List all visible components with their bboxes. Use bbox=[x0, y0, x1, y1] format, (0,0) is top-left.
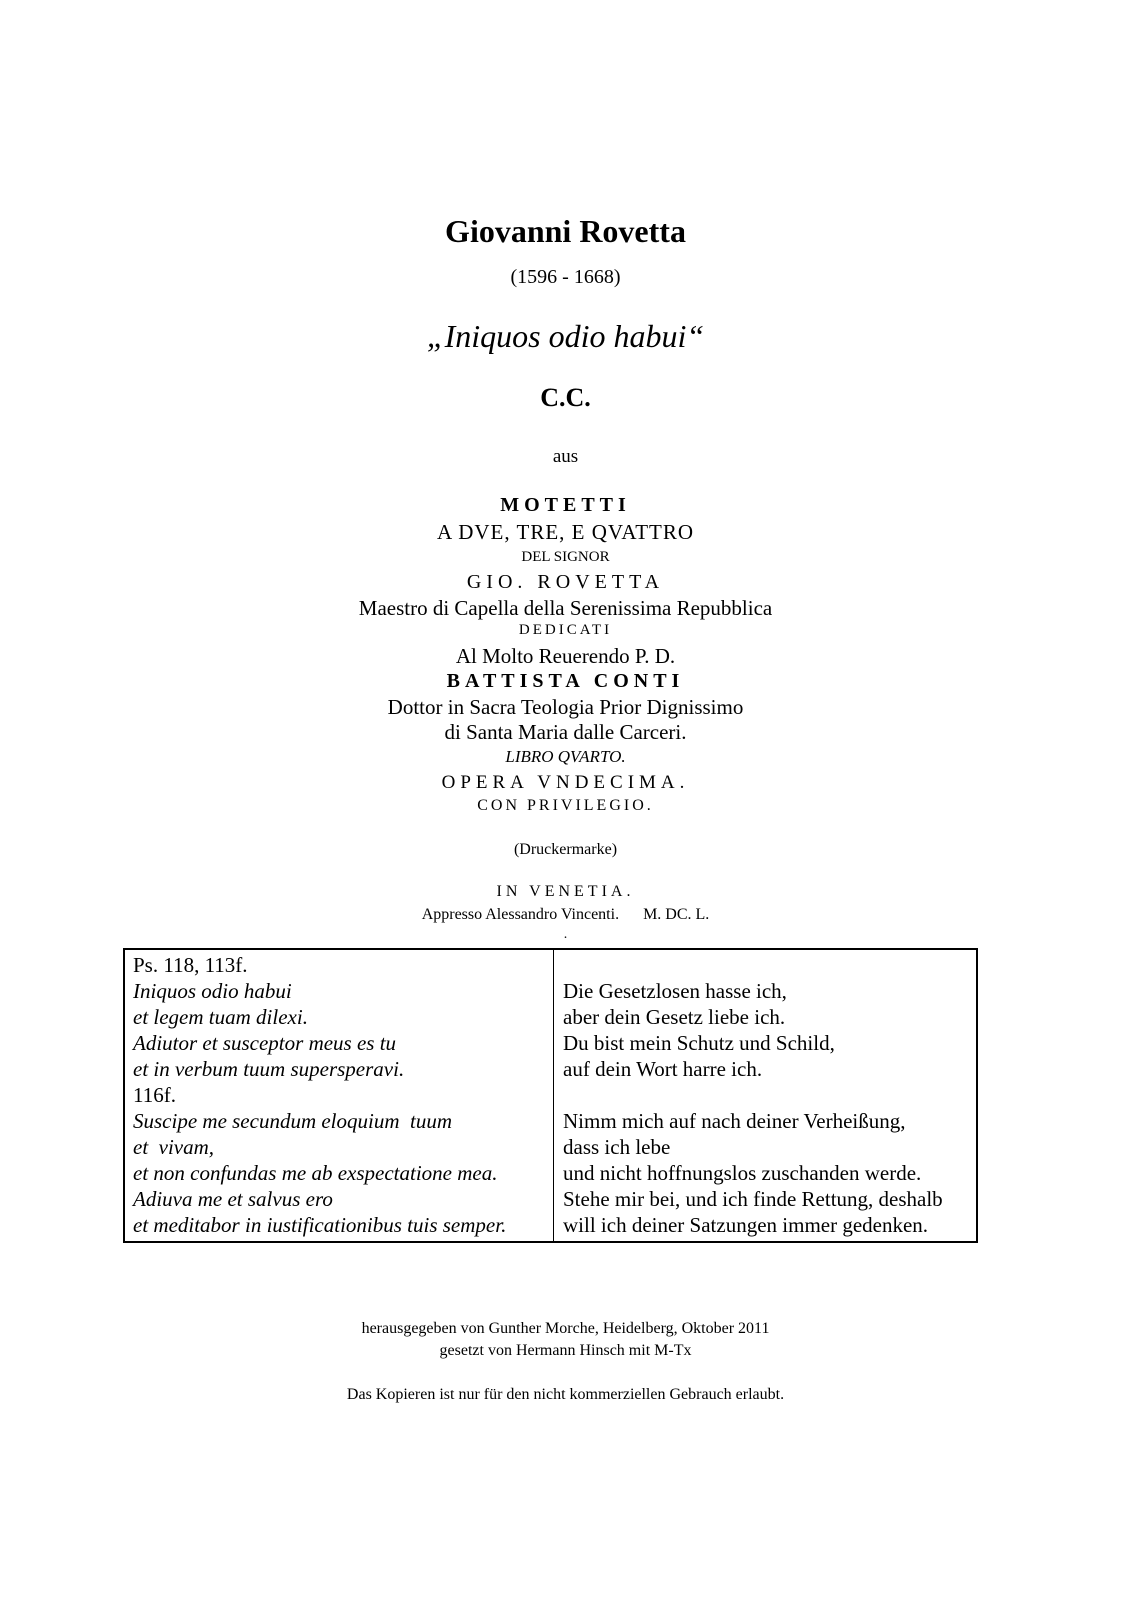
latin-line: Adiutor et susceptor meus es tu bbox=[133, 1031, 397, 1055]
german-line: will ich deiner Satzungen immer gedenken. bbox=[563, 1213, 929, 1237]
tp-position: Maestro di Capella della Serenissima Repubblica bbox=[358, 596, 773, 620]
tp-book: LIBRO QVARTO. bbox=[505, 747, 626, 766]
latin-line: et legem tuam dilexi. bbox=[133, 1005, 308, 1029]
german-line: Die Gesetzlosen hasse ich, bbox=[563, 979, 787, 1003]
german-line: auf dein Wort harre ich. bbox=[563, 1057, 763, 1081]
latin-line: Suscipe me secundum eloquium tuum bbox=[133, 1109, 453, 1133]
latin-line: et vivam, bbox=[133, 1135, 215, 1159]
german-line: Nimm mich auf nach deiner Verheißung, bbox=[563, 1109, 906, 1133]
tp-collection-title: MOTETTI bbox=[500, 494, 631, 516]
psalm-reference: Ps. 118, 113f. bbox=[133, 953, 248, 977]
tp-opus: OPERA VNDECIMA. bbox=[441, 772, 690, 793]
tp-privilege: CON PRIVILEGIO. bbox=[477, 797, 654, 814]
tp-dedicati: DEDICATI bbox=[518, 622, 613, 638]
latin-line: et meditabor in iustificationibus tuis semper. bbox=[133, 1213, 507, 1237]
tp-composer: GIO. ROVETTA bbox=[466, 571, 665, 593]
license-note: Das Kopieren ist nur für den nicht kommerziellen Gebrauch erlaubt. bbox=[346, 1386, 785, 1403]
tp-place: IN VENETIA. bbox=[496, 883, 635, 900]
german-line: Stehe mir bei, und ich finde Rettung, deshalb bbox=[563, 1187, 943, 1211]
latin-text-column bbox=[125, 950, 554, 1241]
latin-line: Iniquos odio habui bbox=[133, 979, 292, 1003]
tp-dedicatee-place: di Santa Maria dalle Carceri. bbox=[444, 720, 687, 744]
german-line: und nicht hoffnungslos zuschanden werde. bbox=[563, 1161, 922, 1185]
german-line: aber dein Gesetz liebe ich. bbox=[563, 1005, 786, 1029]
composer-dates: (1596 - 1668) bbox=[510, 266, 621, 288]
tp-del-signor: DEL SIGNOR bbox=[521, 549, 610, 565]
german-line bbox=[563, 1082, 976, 1108]
tp-printer: Appresso Alessandro Vincenti. M. DC. L. bbox=[421, 906, 710, 923]
psalm-text-table bbox=[123, 948, 978, 1243]
verse-reference: 116f. bbox=[133, 1083, 176, 1107]
tp-dedicatee-role: Dottor in Sacra Teologia Prior Dignissimo bbox=[387, 695, 744, 719]
editor-credit: herausgegeben von Gunther Morche, Heidelberg, Oktober 2011 bbox=[361, 1320, 770, 1337]
tp-dedicatee-name: BATTISTA CONTI bbox=[446, 670, 685, 692]
tp-dedicatee-title: Al Molto Reuerendo P. D. bbox=[455, 644, 676, 668]
tp-voices: A DVE, TRE, E QVATTRO bbox=[436, 520, 695, 544]
latin-line: et non confundas me ab exspectatione mea. bbox=[133, 1161, 498, 1185]
voicing: C.C. bbox=[540, 383, 591, 412]
german-translation-column bbox=[554, 950, 976, 1241]
german-line: dass ich lebe bbox=[563, 1135, 671, 1159]
work-title: „Iniquos odio habui“ bbox=[426, 318, 705, 354]
latin-line: Adiuva me et salvus ero bbox=[133, 1187, 333, 1211]
german-line: Du bist mein Schutz und Schild, bbox=[563, 1031, 835, 1055]
tp-printer-mark: (Druckermarke) bbox=[513, 841, 618, 858]
composer-name: Giovanni Rovetta bbox=[445, 213, 686, 249]
source-intro: aus bbox=[552, 446, 579, 467]
typesetter-credit: gesetzt von Hermann Hinsch mit M-Tx bbox=[439, 1342, 692, 1359]
latin-line: et in verbum tuum supersperavi. bbox=[133, 1057, 405, 1081]
tp-dot: . bbox=[563, 927, 568, 942]
german-line bbox=[563, 952, 976, 978]
